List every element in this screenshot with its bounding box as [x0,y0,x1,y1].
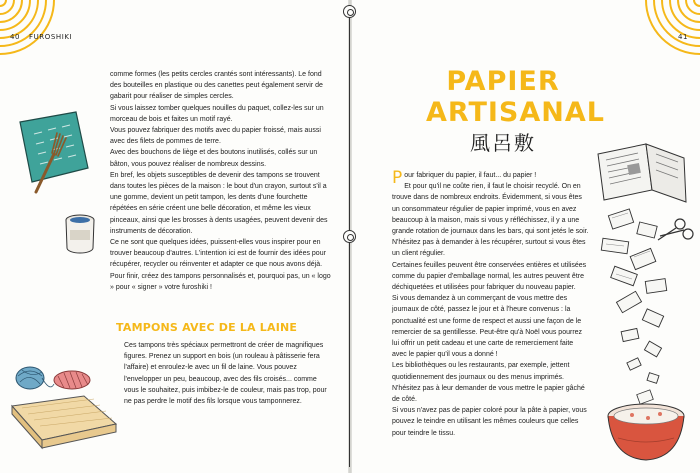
paragraph: Si vous n'avez pas de papier coloré pour la pâte à papier, vous pouvez le teindre en utilisant les mêmes couleurs que celles pour teindre le tissu. [392,407,587,437]
paragraph: Vous pouvez fabriquer des motifs avec du papier froissé, mais aussi avec des filets de pommes de terre. [110,127,321,146]
running-title: FUROSHIKI [28,33,73,41]
paragraph: Avec des bouchons de liège et des boutons inutilisés, collés sur un bâton, vous pouvez réaliser de nombreux dessins. [110,149,318,168]
paragraph: comme formes (les petits cercles crantés sont intéressants). Le fond des bouteilles en plastique ou des canettes peut également servir de gabarit pour réaliser de simples cercles. [110,71,323,101]
bowl-icon [608,390,684,460]
paragraph-lead: our fabriquer du papier, il faut... du papier ! [404,172,537,179]
paragraph: Les bibliothèques ou les restaurants, par exemple, jettent quotidiennement des journaux ou des menus imprimés. N'hésitez pas à leur demander de vous mettre le papier gâché de côté. [392,362,585,404]
left-column-text [110,69,332,293]
paragraph: Et pour qu'il ne coûte rien, il faut le choisir recyclé. On en trouve dans de nombreux endroits. Évidemment, si vous êtes un consommateur régulier de papier imprimé, vous en avez beaucoup à la maison, mais si vous y réfléchissez, il y a une grande rotation de journaux dans les bars, qui sont jetés le soir. N'hésitez pas à demander à les récupérer, surtout si vous êtes un client régulier. [392,183,589,258]
newspaper-to-pulp-illustration [588,140,696,470]
paragraph: Ces tampons très spéciaux permettront de créer de magnifiques figures. Prenez un support en bois (un rouleau à pâtisserie fera l'affaire) et enroulez-le avec un fil de laine. Vous pouvez l'envelopper un peu, beaucoup, avec des fils croisés... comme vous le souhaitez, puis imbibez-le de couleur, mais pas trop, pour ne pas perdre le motif des fils lorsque vous tamponnerez. [124,342,327,406]
folio-left [10,33,72,41]
cloth-and-fork-illustration [14,108,94,198]
newspaper-icon [598,144,686,202]
page-number: 40 [10,33,21,41]
paragraph: Certaines feuilles peuvent être conservées entières et utilisées comme du papier d'emballage normal, les autres peuvent être déchiquetées et utilisées pour fabriquer du nouveau papier. [392,261,587,292]
paragraph: Ce ne sont que quelques idées, puissent-elles vous inspirer pour en trouver beaucoup d'autres. L'intention ici est de fournir des idées pour récupérer, recycler ou réinventer et adapter ce que nous avons déjà. [110,239,326,269]
chapter-title-line: PAPIER [446,66,560,97]
scissors-icon [658,219,693,240]
paragraph: Si vous laissez tomber quelques nouilles du paquet, collez-les sur un morceau de bois et faites un motif rayé. [110,104,324,123]
paragraph [392,168,589,188]
chapter-title-line: ARTISANAL [426,97,605,128]
yarn-and-cloth-illustration [8,348,120,460]
page-number: 41 [678,33,689,41]
chapter-title [426,66,605,128]
right-column-text [392,170,589,439]
left-page [0,0,348,473]
kanji-subtitle: 風呂敷 [470,131,536,155]
drop-cap: P [392,168,403,188]
wool-stamps-text [124,340,332,407]
right-page [352,0,700,473]
paint-pot-illustration [62,212,98,256]
paragraph: Si vous demandez à un commerçant de vous mettre des journaux de côté, passez le jour et à l'heure convenus : la ponctualité est une forme de respect et aussi une façon de le remercier de sa gentillesse. Peut-être qu'à Noël vous pourrez lui offrir un petit cadeau et une carte de remerciement faite avec le papier qu'il vous a donné ! [392,295,583,359]
sun-rays-decoration [0,0,62,62]
paragraph: Pour finir, créez des tampons personnalisés et, pourquoi pas, un « logo » pour « signer » votre furoshiki ! [110,272,331,291]
sun-rays-decoration [638,0,700,62]
section-title: TAMPONS AVEC DE LA LAINE [116,321,298,334]
paragraph: En bref, les objets susceptibles de devenir des tampons se trouvent dans toutes les pièces de la maison : le bout d'un crayon, surtout s'il a une gomme, devient un petit tampon, les dents d'une fourchette répétées en série créent une belle décoration, et même les vieux pinceaux, ainsi que les brosses à dents usagées, peuvent devenir des instruments de décoration. [110,171,328,235]
